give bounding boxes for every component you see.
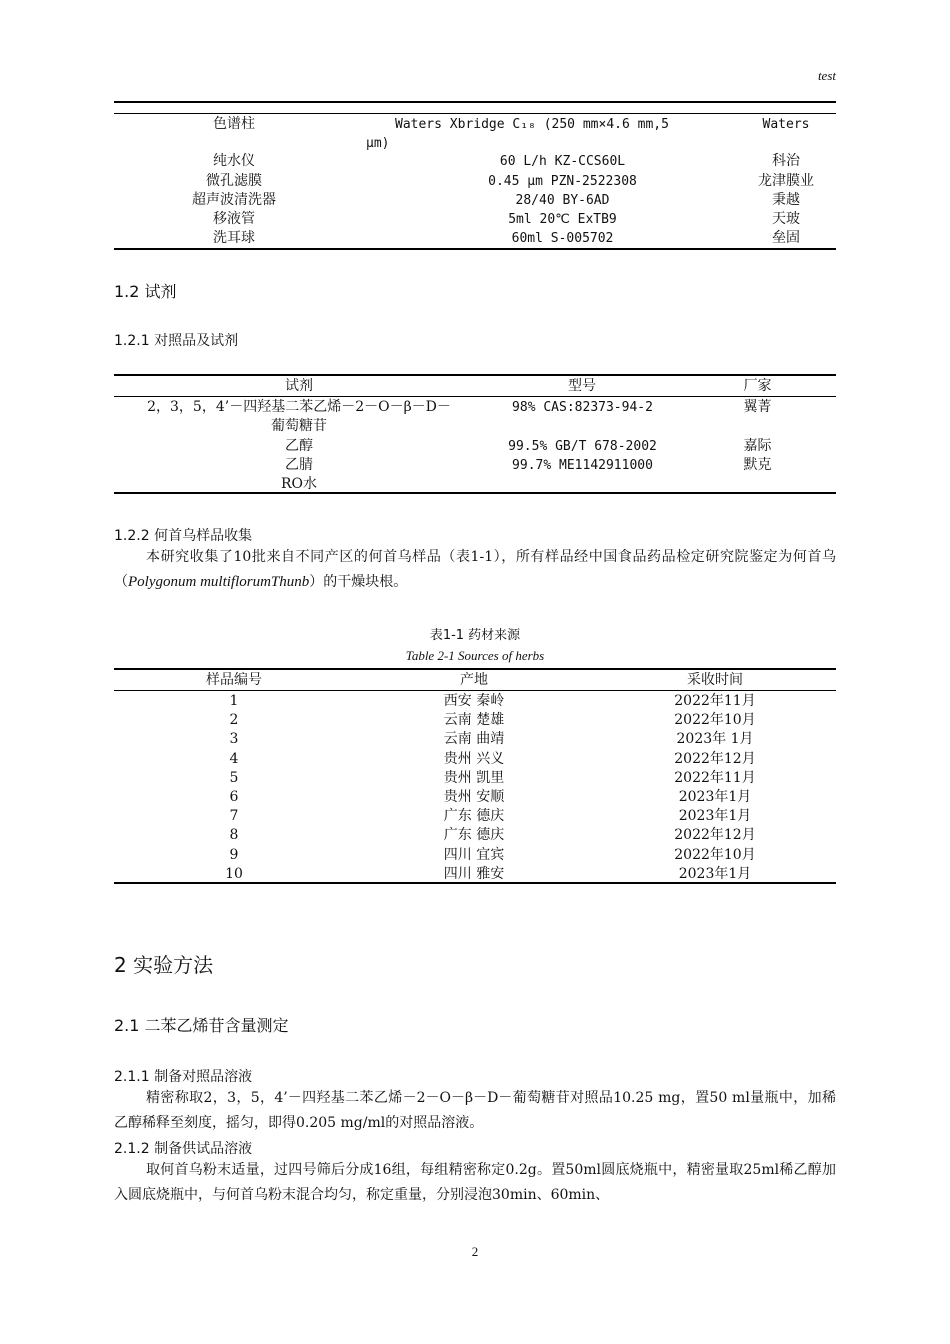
paragraph: 取何首乌粉末适量，过四号筛后分成16组，每组精密称定0.2g。置50ml圆底烧瓶中，精密量取25ml稀乙醇加入圆底烧瓶中，与何首乌粉末混合均匀，称定重量，分别浸泡30min、60min、 — [114, 1162, 836, 1203]
table-caption-en: Table 2-1 Sources of herbs — [405, 648, 545, 663]
table-cell: 洗耳球 — [213, 230, 255, 246]
table-cell: 四川 宜宾 — [443, 846, 505, 863]
table-cell: 贵州 凯里 — [443, 769, 505, 786]
table-cell: 2023年1月 — [678, 808, 752, 825]
table-cell: 4 — [229, 750, 239, 767]
table-cell: 云南 楚雄 — [443, 712, 505, 729]
table-cell: Waters Xbridge C₁₈ (250 mm×4.6 mm,5 — [395, 117, 669, 132]
table-header-cell: 型号 — [568, 378, 596, 394]
table-cell: 6 — [229, 789, 239, 805]
table-cell: 超声波清洗器 — [192, 192, 276, 208]
table-cell: 垒固 — [772, 230, 800, 246]
table-cell: 5 — [229, 769, 239, 786]
table-cell: 移液管 — [213, 211, 255, 227]
table-cell: 微孔滤膜 — [206, 173, 262, 189]
table-bottom-rule — [114, 882, 836, 884]
table-cell: 龙津膜业 — [758, 173, 814, 189]
table-cell: μm) — [366, 136, 390, 151]
section-heading: 2.1 二苯乙烯苷含量测定 — [114, 1016, 289, 1035]
table-top-rule — [114, 374, 836, 376]
table-cell: 28/40 BY-6AD — [515, 193, 610, 208]
paragraph — [114, 545, 836, 595]
table-cell: 8 — [229, 827, 239, 844]
table-cell: 60ml S-005702 — [511, 231, 614, 246]
table-caption: 表1-1 药材来源 — [429, 628, 521, 643]
table-header-cell: 厂家 — [743, 378, 772, 394]
table-cell: 2023年1月 — [678, 865, 752, 882]
table-cell: 2023年 1月 — [676, 731, 754, 748]
table-cell: RO水 — [280, 476, 318, 492]
table-cell: 科治 — [772, 153, 800, 169]
table-header-cell: 产地 — [460, 672, 488, 688]
page-header: test — [817, 68, 836, 83]
table-cell: 翼菁 — [743, 399, 772, 415]
table-header-rule — [114, 113, 836, 114]
latin-name: Polygonum multiflorumThunb — [128, 574, 310, 590]
table-cell: 1 — [229, 693, 239, 709]
table-header-cell: 样品编号 — [206, 672, 262, 688]
section-heading: 1.2.2 何首乌样品收集 — [114, 528, 253, 544]
table-header-cell: 试剂 — [285, 378, 313, 394]
section-heading: 2.1.2 制备供试品溶液 — [114, 1141, 253, 1157]
section-heading: 1.2.1 对照品及试剂 — [114, 333, 239, 349]
table-cell: 广东 德庆 — [443, 827, 505, 844]
table-cell: 默克 — [743, 457, 772, 473]
table-cell: 2022年12月 — [674, 827, 756, 844]
paragraph-text: 本研究收集了10批来自不同产区的何首乌样品（表1-1），所有样品经中国食品药品检定研究院鉴定为何首乌（ — [114, 549, 836, 590]
table-cell: 四川 雅安 — [443, 865, 505, 882]
table-cell: 2022年11月 — [674, 693, 756, 709]
section-heading: 2 实验方法 — [114, 953, 214, 977]
table-cell: 2，3，5，4’－四羟基二苯乙烯－2－O－β－D－ — [147, 399, 451, 415]
table-cell: 10 — [225, 865, 243, 882]
paragraph: 精密称取2，3，5，4’－四羟基二苯乙烯－2－O－β－D－葡萄糖苷对照品10.25 mg，置50 ml量瓶中，加稀乙醇稀释至刻度，摇匀，即得0.205 mg/ml的对照品溶液。 — [114, 1090, 836, 1131]
table-cell: 2022年10月 — [674, 712, 756, 729]
table-cell: 色谱柱 — [213, 116, 255, 132]
section-heading: 1.2 试剂 — [114, 282, 177, 301]
table-cell: Waters — [762, 117, 810, 132]
table-header-rule — [114, 690, 836, 691]
table-cell: 贵州 安顺 — [443, 789, 505, 805]
table-cell: 乙腈 — [285, 457, 313, 473]
table-cell: 乙醇 — [285, 438, 313, 454]
table-cell: 2022年11月 — [674, 769, 756, 786]
table-cell: 3 — [229, 731, 239, 748]
table-cell: 纯水仪 — [213, 153, 255, 169]
table-cell: 葡萄糖苷 — [271, 418, 327, 434]
table-top-rule — [114, 668, 836, 670]
table-cell: 2023年1月 — [678, 789, 752, 805]
table-cell: 7 — [229, 808, 239, 825]
table-cell: 云南 曲靖 — [443, 731, 505, 748]
table-cell: 贵州 兴义 — [443, 750, 505, 767]
table-cell: 0.45 μm PZN-2522308 — [488, 174, 637, 189]
table-header-rule — [114, 396, 836, 397]
table-cell: 60 L/h KZ-CCS60L — [499, 154, 626, 169]
table-cell: 2 — [229, 712, 239, 729]
paragraph-text: ）的干燥块根。 — [309, 574, 408, 590]
table-cell: 2022年12月 — [674, 750, 756, 767]
section-heading: 2.1.1 制备对照品溶液 — [114, 1069, 253, 1085]
table-bottom-rule — [114, 492, 836, 494]
table-cell: 99.5% GB/T 678-2002 — [508, 439, 657, 454]
table-cell: 天玻 — [772, 211, 800, 227]
table-bottom-rule — [114, 248, 836, 250]
table-cell: 5ml 20℃ ExTB9 — [508, 212, 617, 227]
table-cell: 嘉际 — [743, 438, 772, 454]
page-number: 2 — [471, 1244, 479, 1259]
table-header-cell: 采收时间 — [687, 672, 743, 688]
table-cell: 99.7% ME1142911000 — [512, 458, 653, 473]
table-cell: 2022年10月 — [674, 846, 756, 863]
table-cell: 98% CAS:82373-94-2 — [512, 400, 653, 415]
table-cell: 9 — [229, 846, 239, 863]
table-top-rule — [114, 101, 836, 103]
table-cell: 广东 德庆 — [443, 808, 505, 825]
table-cell: 西安 秦岭 — [443, 693, 505, 709]
table-cell: 秉越 — [772, 192, 800, 208]
